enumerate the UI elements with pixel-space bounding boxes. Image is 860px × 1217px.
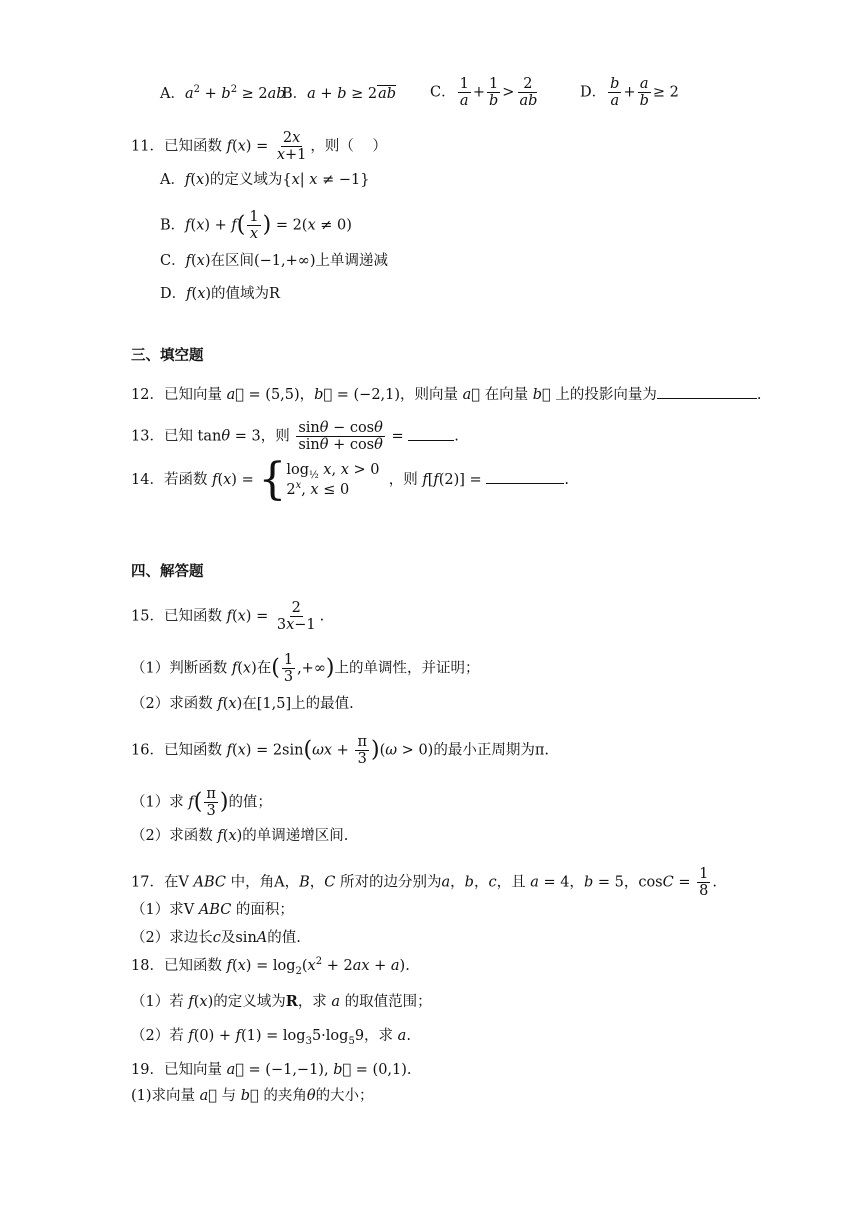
q11-option-c: C．f(x)在区间(−1,+∞)上单调递减: [160, 253, 389, 269]
section-answer-title: 四、解答题: [131, 564, 204, 580]
q11-stem: 11．已知函数 f(x) = $\frac{2x}{x+1}$ ，则（ ）: [131, 130, 387, 163]
q11-option-a: A．f(x)的定义域为{x| x ≠ −1}: [160, 172, 370, 188]
q11-option-b: B．f(x) + f( $\frac{1}{x}$ ) = 2(x ≠ 0): [160, 209, 352, 242]
q10-option-c: C． $\frac{1}{a}$ + $\frac{1}{b}$ > $\frac{2}{ab}$: [430, 76, 538, 109]
q14: 14．若函数 f(x) = { $\log_{\frac{1}{2}} x$, x > 0 2$^x$, x ≤ 0 ，则 f[f(2)] = .: [131, 454, 569, 505]
q15-stem: 15．已知函数 f(x) = $\frac{2}{3x-1}$ .: [131, 600, 325, 633]
q15-part2: （2）求函数 f(x)在[1,5]上的最值.: [131, 696, 354, 712]
q17-part1: （1）求V ABC 的面积；: [131, 902, 294, 918]
q18-part1: （1）若 f(x)的定义域为R，求 a 的取值范围；: [131, 993, 432, 1010]
q17-part2: （2）求边长c及sinA的值.: [131, 930, 301, 946]
q16-stem: 16．已知函数 f(x) = 2sin(ωx + $\frac{\pi}{3}$ )(ω > 0)的最小正周期为π.: [131, 734, 549, 767]
q15-part1: （1）判断函数 f(x)在( $\frac{1}{3}$ ,+∞)上的单调性，并证明；: [131, 652, 480, 685]
q13: 13．已知 tanθ = 3，则 $\frac{\sin\theta - \cos\theta}{\sin\theta + \cos\theta}$ = .: [131, 420, 459, 453]
section-fill-in-title: 三、填空题: [131, 348, 204, 364]
q10-option-b: B．a + b ≥ 2ab: [282, 86, 397, 102]
q11-option-d: D．f(x)的值域为R: [160, 286, 280, 302]
q19-stem: 19．已知向量 a⃗ = (−1,−1), b⃗ = (0,1).: [131, 1062, 412, 1078]
q12: 12．已知向量 a⃗ = (5,5)，b⃗ = (−2,1)，则向量 a⃗ 在向量 b⃗ 上的投影向量为 .: [131, 384, 761, 405]
q17-stem: 17．在V ABC 中，角A，B，C 所对的边分别为a，b，c，且 a = 4，b = 5，cosC = $\frac{1}{8}$ .: [131, 866, 717, 899]
q10-option-a: A．$a^2 + b^2 \ge 2ab$: [160, 84, 286, 102]
q10-option-d: D． $\frac{b}{a}$ + $\frac{a}{b}$ ≥ 2: [580, 76, 679, 109]
q19-part1: (1)求向量 a⃗ 与 b⃗ 的夹角θ的大小；: [131, 1088, 374, 1104]
q16-part1: （1）求 f( $\frac{\pi}{3}$ )的值；: [131, 786, 272, 819]
q18-part2: （2）若 $f(0) + f(1) = \log_35\cdot\log_59$，求 a.: [131, 1028, 411, 1047]
q18-stem: 18．已知函数 $f(x) = \log_2(x^2 + 2ax + a)$.: [131, 956, 410, 977]
q16-part2: （2）求函数 f(x)的单调递增区间.: [131, 828, 349, 844]
